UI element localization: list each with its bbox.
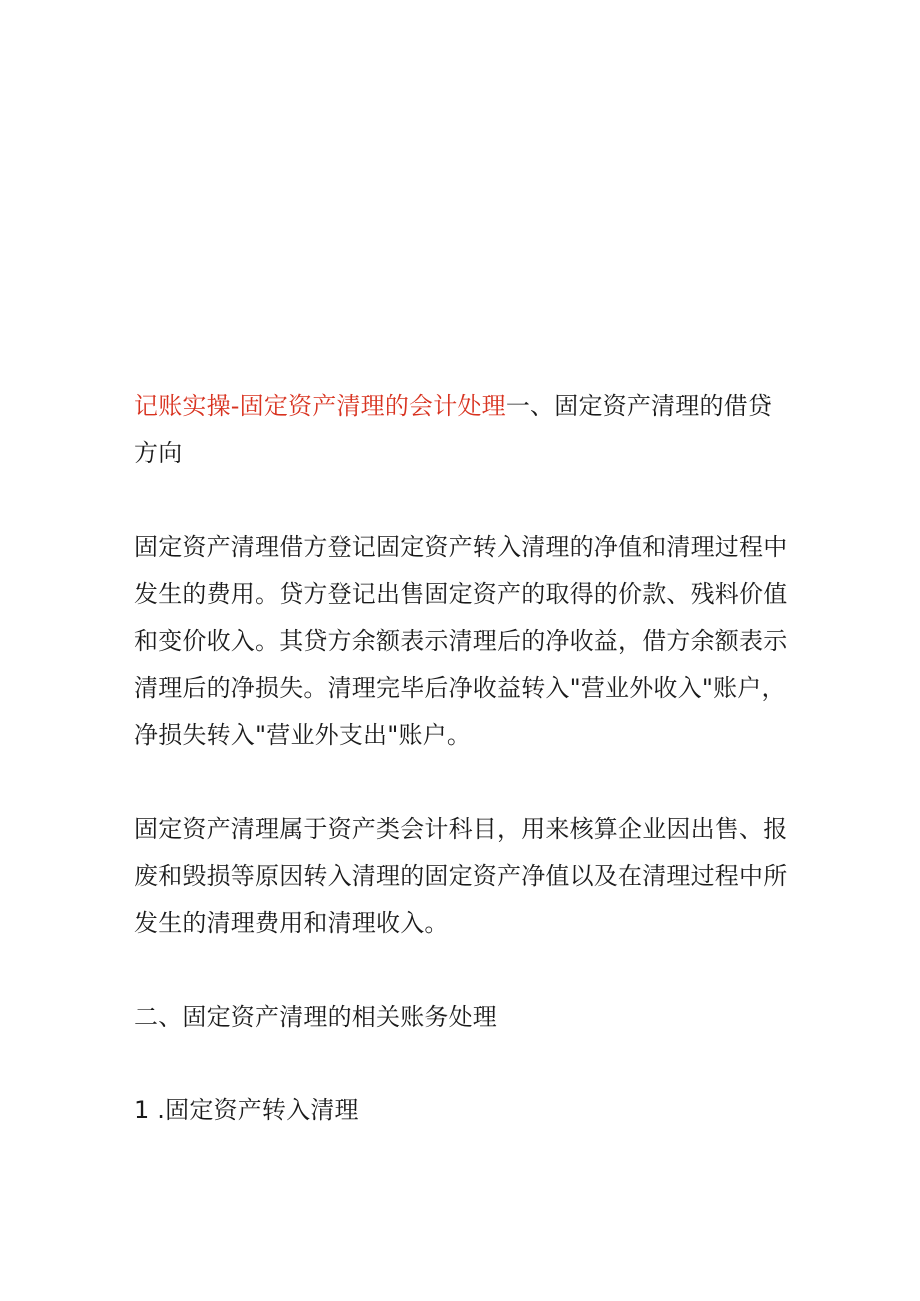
- body-paragraph-2: 固定资产清理属于资产类会计科目，用来核算企业因出售、报废和毁损等原因转入清理的固定资产净值以及在清理过程中所发生的清理费用和清理收入。: [134, 815, 788, 937]
- document-title: [134, 383, 794, 477]
- section-heading-1: 一、固定资产清理的借贷方向: [134, 392, 773, 467]
- subsection-heading-1: 1 .固定资产转入清理: [134, 1096, 359, 1124]
- document-content: [134, 383, 794, 1134]
- body-paragraph-1: 固定资产清理借方登记固定资产转入清理的净值和清理过程中发生的费用。贷方登记出售固定资产的取得的价款、残料价值和变价收入。其贷方余额表示清理后的净收益，借方余额表示清理后的净损失。清理完毕后净收益转入"营业外收入"账户，净损失转入"营业外支出"账户。: [134, 533, 788, 749]
- section-heading-2: 二、固定资产清理的相关账务处理: [134, 1003, 497, 1031]
- article-title: 记账实操-固定资产清理的会计处理: [134, 392, 506, 420]
